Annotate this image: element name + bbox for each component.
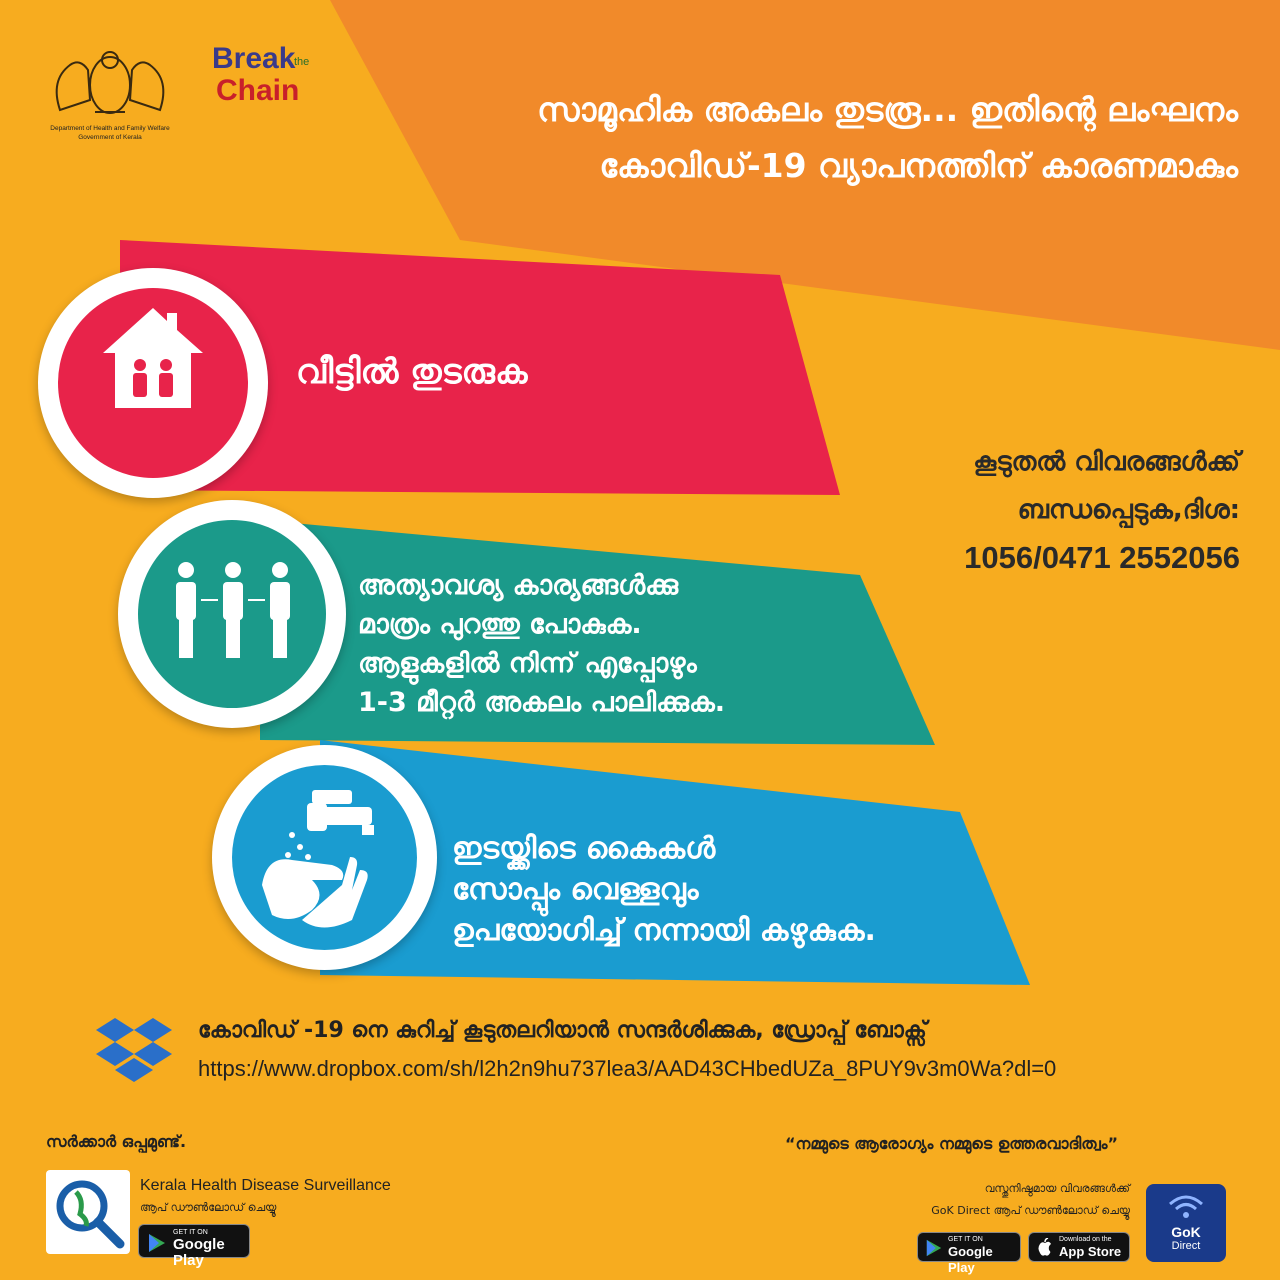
emblem-icon (40, 40, 180, 120)
hand-wash-line1: ഇടയ്ക്കിടെ കൈകൾ (452, 831, 716, 866)
khds-gplay-big: Google Play (173, 1236, 225, 1269)
distance-text (358, 566, 725, 722)
hand-wash-icon (252, 785, 392, 935)
google-play-icon (147, 1233, 167, 1253)
kerala-emblem-logo (40, 40, 180, 140)
stay-home-text: വീട്ടിൽ തുടരുക (296, 352, 528, 392)
campaign-logo-break: Break (212, 42, 296, 75)
hand-wash-text (452, 828, 876, 951)
gok-info-line1: വസ്തുനിഷ്ഠമായ വിവരങ്ങൾക്ക് (984, 1182, 1130, 1195)
gok-logo-main: GoK (1171, 1224, 1201, 1240)
khds-google-play-badge[interactable] (138, 1224, 250, 1269)
gok-direct-logo[interactable] (1146, 1184, 1226, 1262)
dropbox-link[interactable]: https://www.dropbox.com/sh/l2h2n9hu737lea3/AAD43CHbedUZa_8PUY9v3m0Wa?dl=0 (198, 1056, 1057, 1081)
gok-info-line2: GoK Direct ആപ് ഡൗൺലോഡ് ചെയ്യൂ (931, 1204, 1130, 1217)
khds-title: Kerala Health Disease Surveillance (140, 1177, 391, 1194)
campaign-logo-chain: Chain (216, 74, 300, 107)
appstore-big: App Store (1059, 1244, 1122, 1259)
dropbox-icon (96, 1018, 172, 1090)
house-family-icon (93, 303, 213, 423)
gok-gplay-small: GET IT ON (948, 1236, 983, 1243)
khds-gplay-small: GET IT ON (173, 1229, 208, 1236)
break-the-chain-logo (210, 42, 320, 132)
slogan: “നമ്മുടെ ആരോഗ്യം നമ്മുടെ ഉത്തരവാദിത്വം” (785, 1134, 1118, 1153)
appstore-small: Download on the (1059, 1236, 1112, 1243)
khds-download-text: ആപ് ഡൗൺലോഡ് ചെയ്യൂ (140, 1201, 277, 1214)
people-distance-icon (168, 560, 298, 670)
stay-home-circle (38, 268, 268, 498)
gok-logo-sub: Direct (1171, 1240, 1201, 1252)
contact-info (820, 438, 1240, 582)
title-line1: സാമൂഹിക അകലം തുടരൂ... ഇതിന്റെ ലംഘനം (537, 90, 1238, 129)
contact-line1: കൂടുതൽ വിവരങ്ങൾക്ക് (973, 447, 1240, 477)
emblem-caption-line1: Department of Health and Family Welfare (50, 125, 170, 132)
helpline-number: 1056/0471 2552056 (964, 540, 1240, 575)
hand-wash-line2: സോപ്പും വെള്ളവും (452, 872, 699, 907)
distance-circle (118, 500, 346, 728)
govt-with-you-text: സർക്കാർ ഒപ്പമുണ്ട്. (46, 1132, 187, 1151)
google-play-icon (925, 1239, 943, 1257)
distance-line1: അത്യാവശ്യ കാര്യങ്ങൾക്കു (358, 570, 679, 601)
gok-google-play-badge[interactable] (917, 1232, 1021, 1275)
apple-icon (1037, 1238, 1053, 1257)
emblem-caption-line2: Government of Kerala (78, 134, 142, 141)
campaign-logo-the: the (294, 56, 310, 68)
dropbox-label: കോവിഡ് -19 നെ കുറിച്ച് കൂടുതലറിയാൻ സന്ദർശിക്കുക, ഡ്രോപ്പ് ബോക്സ് (198, 1018, 927, 1043)
title-line2: കോവിഡ്-19 വ്യാപനത്തിന് കാരണമാകും (599, 146, 1238, 185)
hand-wash-circle (212, 745, 437, 970)
distance-line3: ആളുകളിൽ നിന്ന് എപ്പോഴും (358, 648, 697, 679)
contact-line2: ബന്ധപ്പെടുക,ദിശ: (1017, 495, 1240, 525)
app-store-badge[interactable] (1028, 1232, 1130, 1262)
wifi-icon (1166, 1190, 1206, 1220)
distance-line2: മാത്രം പുറത്തു പോകുക. (358, 609, 642, 640)
gok-gplay-big: Google Play (948, 1244, 993, 1275)
magnifier-icon (46, 1170, 130, 1254)
distance-line4: 1-3 മീറ്റർ അകലം പാലിക്കുക. (358, 687, 726, 718)
hand-wash-line3: ഉപയോഗിച്ച് നന്നായി കഴുകുക. (452, 913, 876, 948)
page-title (358, 82, 1238, 194)
khds-app-logo[interactable] (46, 1170, 130, 1254)
